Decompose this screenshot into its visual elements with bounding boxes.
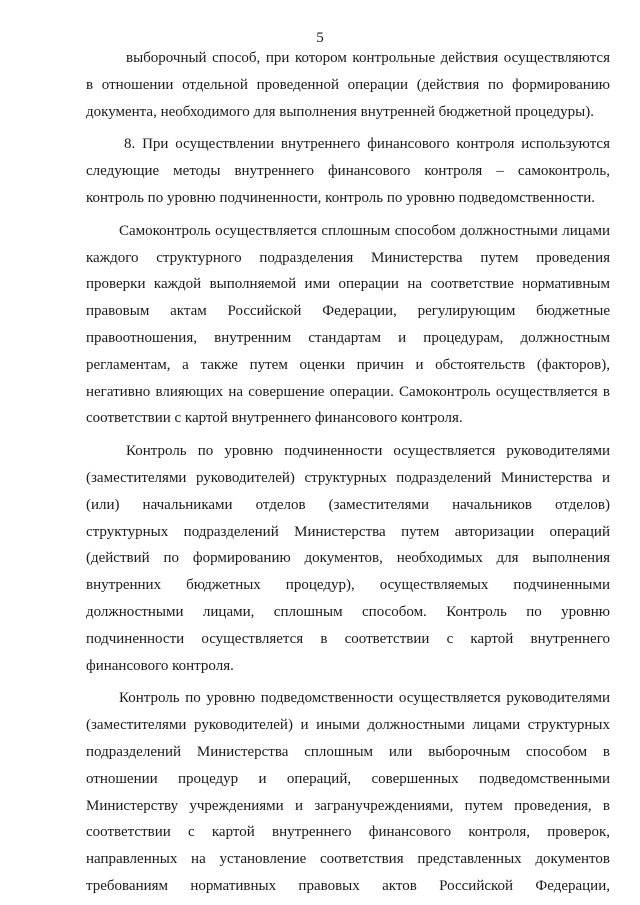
text-line: Контроль по уровню подведомственности осуществляется руководителями [119,690,610,707]
text-line: правоотношения, внутренним стандартам и процедурам, должностным [86,329,610,346]
paragraph [86,131,610,211]
text-line: выборочный способ, при котором контрольные действия осуществляются [126,50,610,66]
paragraph [86,218,610,432]
text-line: правовым актам Российской Федерации, регулирующим бюджетные [86,303,610,320]
text-line: (заместителями руководителей) и иными должностными лицами структурных [86,717,610,734]
text-line: подчиненности осуществляется в соответствии с картой внутреннего [86,630,610,647]
text-line: финансового контроля. [86,657,234,674]
text-line: структурных подразделений Министерства путем авторизации операций [86,523,610,540]
text-line: требованиям нормативных правовых актов Российской Федерации, [86,877,610,894]
paragraph [86,45,610,125]
text-line: соответствии с картой внутреннего финансового контроля. [86,410,463,427]
text-line: Министерству учреждениями и загранучреждениями, путем проведения, в [86,797,610,814]
text-line: (или) начальниками отделов (заместителями начальников отделов) [86,496,610,513]
text-line: негативно влияющих на совершение операции. Самоконтроль осуществляется в [86,383,610,400]
text-line: регламентам, а также путем оценки причин и обстоятельств (факторов), [86,356,610,373]
text-line: (действий по формированию документов, необходимых для выполнения [86,550,610,567]
text-line: каждого структурного подразделения Министерства путем проведения [86,249,610,266]
page-number: 5 [316,30,324,46]
text-line: должностными лицами, сплошным способом. Контроль по уровню [86,603,610,620]
paragraph [86,438,610,679]
text-line: следующие методы внутреннего финансового контроля – самоконтроль, [86,163,610,180]
paragraph [86,685,610,899]
text-line: отношении процедур и операций, совершенных подведомственными [86,770,610,787]
text-line: (заместителями руководителей) структурных подразделений Министерства и [86,469,610,486]
text-line: в отношении отдельной проведенной операции (действия по формированию [86,76,610,93]
text-line: направленных на установление соответствия представленных документов [86,851,610,868]
document-body [86,45,610,900]
text-line: внутренних бюджетных процедур), осуществляемых подчиненными [86,577,610,594]
text-line: подразделений Министерства сплошным или выборочным способом в [86,743,610,760]
text-line: документа, необходимого для выполнения внутренней бюджетной процедуры). [86,103,594,120]
text-line: контроль по уровню подчиненности, контроль по уровню подведомственности. [86,189,595,206]
text-line: 8. При осуществлении внутреннего финансового контроля используются [124,136,610,153]
text-line: Самоконтроль осуществляется сплошным способом должностными лицами [119,222,610,239]
text-line: соответствии с картой внутреннего финансового контроля, проверок, [86,824,610,841]
text-line: Контроль по уровню подчиненности осуществляется руководителями [126,443,610,460]
text-line: проверки каждой выполняемой ими операции на соответствие нормативным [86,276,610,293]
